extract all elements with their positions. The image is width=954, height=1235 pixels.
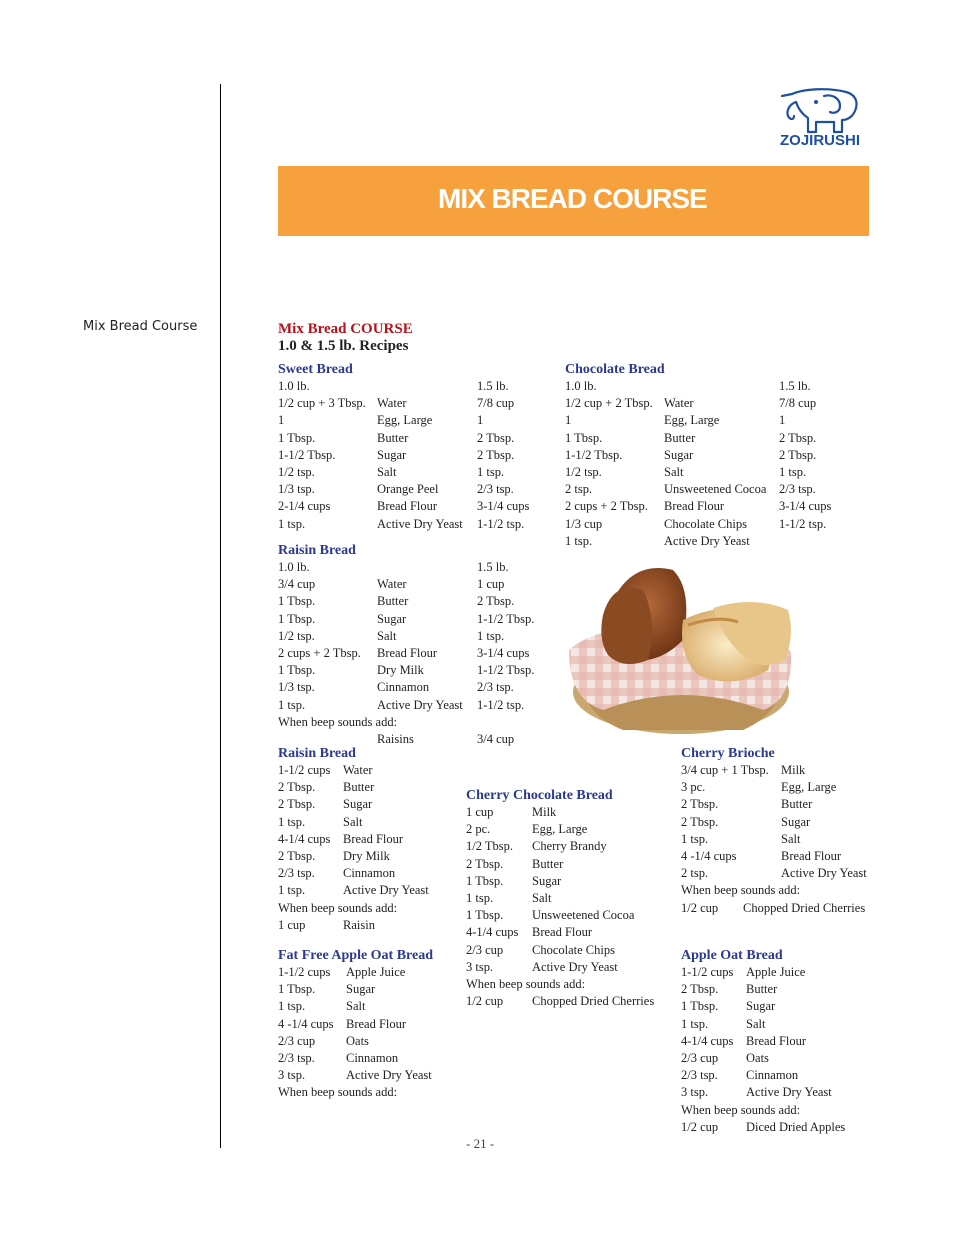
ingredient-amount: 1 Tbsp. (278, 663, 316, 678)
ingredient-name: Cinnamon (346, 1051, 399, 1066)
ingredient-name: Raisin (343, 917, 375, 932)
recipe-header-row (278, 378, 529, 395)
ingredient-name: Chocolate Chips (532, 942, 615, 957)
ingredient-row (278, 447, 529, 464)
ingredient-row (278, 395, 529, 412)
ingredient-name: Sugar (781, 814, 811, 829)
ingredient-name: Water (377, 577, 407, 592)
ingredient-row (278, 964, 433, 981)
ingredient-row (681, 848, 867, 865)
ingredient-name: Active Dry Yeast (343, 883, 429, 898)
beep-note: When beep sounds add: (278, 714, 398, 729)
ingredient-name: Salt (377, 465, 397, 480)
ingredient-amount: 1 tsp. (466, 891, 494, 906)
ingredient-name: Salt (377, 628, 397, 643)
ingredient-name: Butter (664, 430, 696, 445)
ingredient-amount: 1/2 cup (681, 1119, 719, 1134)
ingredient-row (278, 796, 429, 813)
ingredient-name: Water (377, 396, 407, 411)
ingredient-amount: 2 Tbsp. (278, 797, 316, 812)
recipe-title: Sweet Bread (278, 362, 353, 377)
ingredient-amount: 1 Tbsp. (278, 982, 316, 997)
ingredient-amount: 2 tsp. (565, 482, 593, 497)
ingredient-row (278, 1050, 433, 1067)
ingredient-name: Bread Flour (664, 499, 725, 514)
ingredient-row (681, 1084, 845, 1101)
recipe-title: Chocolate Bread (565, 362, 665, 377)
ingredient-amount: 1 cup (466, 805, 494, 819)
ingredient-name: Active Dry Yeast (346, 1068, 432, 1083)
ingredient-amount: 1 Tbsp. (565, 430, 603, 445)
ingredient-row (681, 1016, 845, 1033)
ingredient-row (466, 890, 654, 907)
ingredient-name: Egg, Large (664, 413, 720, 428)
ingredient-row (681, 865, 867, 882)
ingredient-name: Active Dry Yeast (781, 866, 867, 881)
ingredient-list (278, 395, 529, 533)
size-label: 1.0 lb. (565, 379, 597, 393)
beep-note: When beep sounds add: (278, 900, 398, 915)
ingredient-name: Sugar (377, 611, 407, 626)
ingredient-name: Milk (532, 805, 557, 819)
size-label: 1.5 lb. (477, 379, 509, 393)
ingredient-row (466, 942, 654, 959)
ingredient-amount: 1/2 tsp. (278, 628, 315, 643)
ingredient-name: Butter (343, 780, 375, 795)
ingredient-name: Bread Flour (746, 1033, 807, 1048)
ingredient-row (278, 1067, 433, 1084)
ingredient-row (681, 814, 867, 831)
ingredient-amount: 7/8 cup (477, 396, 515, 411)
ingredient-amount: 2 cups + 2 Tbsp. (278, 646, 361, 661)
ingredient-row (466, 924, 654, 941)
ingredient-row (278, 882, 429, 899)
ingredient-name: Active Dry Yeast (746, 1085, 832, 1100)
ingredient-list (278, 964, 433, 1084)
ingredient-amount: 2/3 tsp. (779, 482, 816, 497)
ingredient-amount: 1-1/2 Tbsp. (477, 663, 535, 678)
ingredient-amount: 2/3 cup (466, 942, 504, 957)
ingredient-amount: 1-1/2 Tbsp. (477, 611, 535, 626)
recipe-header-row (565, 378, 831, 395)
ingredient-name: Bread Flour (346, 1016, 407, 1031)
size-label: 1.5 lb. (477, 560, 509, 574)
ingredient-amount: 2 Tbsp. (278, 780, 316, 795)
section-side-label: Mix Bread Course (83, 319, 198, 334)
recipe-fat-free-apple-oat-bread (278, 947, 433, 1102)
ingredient-amount: 2/3 tsp. (477, 482, 514, 497)
ingredient-amount: 2 Tbsp. (477, 447, 515, 462)
ingredient-row (278, 662, 534, 679)
ingredient-name: Salt (664, 465, 684, 480)
ingredient-amount: 2 cups + 2 Tbsp. (565, 499, 648, 514)
ingredient-row (466, 993, 654, 1010)
bread-basket-image (563, 560, 795, 738)
ingredient-amount: 3-1/4 cups (477, 499, 530, 514)
ingredient-amount: 1/3 cup (565, 516, 603, 531)
ingredient-amount: 1/2 tsp. (278, 465, 315, 480)
vertical-divider (220, 84, 221, 1148)
ingredient-name: Bread Flour (532, 925, 593, 940)
ingredient-amount: 4-1/4 cups (278, 831, 331, 846)
ingredient-name: Egg, Large (781, 780, 837, 795)
ingredient-amount: 2 Tbsp. (477, 594, 515, 609)
ingredient-row (278, 814, 429, 831)
ingredient-name: Dry Milk (343, 849, 390, 864)
recipe-title: Raisin Bread (278, 543, 356, 558)
ingredient-name: Unsweetened Cocoa (664, 482, 767, 497)
recipe-title: Fat Free Apple Oat Bread (278, 948, 434, 963)
ingredient-name: Active Dry Yeast (377, 697, 463, 712)
ingredient-name: Butter (746, 982, 778, 997)
ingredient-row (278, 481, 529, 498)
ingredient-name: Sugar (532, 873, 562, 888)
ingredient-list (278, 762, 429, 900)
ingredient-amount: 1 tsp. (565, 533, 593, 548)
ingredient-row (278, 412, 529, 429)
ingredient-name: Egg, Large (377, 413, 433, 428)
ingredient-row (278, 430, 529, 447)
ingredient-name: Butter (377, 594, 409, 609)
ingredient-name: Dry Milk (377, 663, 424, 678)
ingredient-amount: 1 Tbsp. (278, 611, 316, 626)
ingredient-amount: 1 tsp. (278, 883, 306, 898)
ingredient-row (278, 831, 429, 848)
ingredient-list (681, 762, 867, 882)
ingredient-header (664, 378, 779, 395)
ingredient-amount: 4 -1/4 cups (278, 1016, 334, 1031)
ingredient-header (377, 378, 477, 395)
recipe-title: Cherry Chocolate Bread (466, 788, 613, 803)
ingredient-amount: 1 Tbsp. (466, 908, 504, 923)
ingredient-amount: 3 pc. (681, 780, 706, 795)
ingredient-amount: 1 tsp. (278, 999, 306, 1014)
ingredient-amount: 2-1/4 cups (278, 499, 331, 514)
ingredient-row (681, 900, 867, 917)
brand-wordmark: ZOJIRUSHI (780, 132, 861, 149)
ingredient-row (565, 498, 831, 515)
beep-note: When beep sounds add: (466, 977, 586, 992)
ingredient-amount: 3-1/4 cups (779, 499, 832, 514)
ingredient-amount: 3-1/4 cups (477, 646, 530, 661)
ingredient-name: Bread Flour (343, 831, 404, 846)
ingredient-amount: 1/2 cup (466, 994, 504, 1009)
ingredient-name: Salt (746, 1016, 766, 1031)
ingredient-name: Butter (532, 856, 564, 871)
ingredient-name: Cinnamon (377, 680, 430, 695)
ingredient-amount: 3 tsp. (681, 1085, 709, 1100)
ingredient-amount: 7/8 cup (779, 396, 817, 411)
ingredient-amount: 2/3 cup (681, 1051, 719, 1066)
ingredient-name: Salt (781, 831, 801, 846)
ingredient-row (565, 516, 831, 533)
ingredient-amount: 1/2 cup + 2 Tbsp. (565, 396, 653, 411)
ingredient-name: Chocolate Chips (664, 516, 747, 531)
ingredient-row (565, 395, 831, 412)
ingredient-name: Apple Juice (746, 965, 806, 979)
recipe-cherry-chocolate-bread (466, 787, 654, 1010)
ingredient-amount: 1 Tbsp. (466, 873, 504, 888)
ingredient-row (681, 998, 845, 1015)
ingredient-amount: 1 tsp. (477, 628, 505, 643)
ingredient-row (466, 873, 654, 890)
recipe-raisin-bread (278, 542, 534, 748)
ingredient-name: Sugar (346, 982, 376, 997)
ingredient-row (466, 907, 654, 924)
ingredient-row (681, 1067, 845, 1084)
beep-note: When beep sounds add: (681, 1102, 801, 1117)
ingredient-name: Salt (532, 891, 552, 906)
ingredient-amount: 2/3 tsp. (477, 680, 514, 695)
ingredient-amount: 1/3 tsp. (278, 482, 315, 497)
course-subtitle: 1.0 & 1.5 lb. Recipes (278, 338, 409, 354)
ingredient-amount: 1 Tbsp. (681, 999, 719, 1014)
ingredient-row (681, 831, 867, 848)
ingredient-row (565, 464, 831, 481)
ingredient-name: Active Dry Yeast (532, 959, 618, 974)
ingredient-amount: 1/2 cup (681, 900, 719, 915)
ingredient-row (278, 464, 529, 481)
ingredient-list (681, 964, 845, 1102)
ingredient-amount: 2 Tbsp. (681, 982, 719, 997)
ingredient-name: Sugar (664, 447, 694, 462)
recipe-sweet-bread (278, 361, 529, 533)
ingredient-name: Cinnamon (343, 866, 396, 881)
ingredient-header (377, 559, 477, 576)
ingredient-amount: 1/2 cup + 3 Tbsp. (278, 396, 366, 411)
ingredient-name: Active Dry Yeast (377, 516, 463, 531)
ingredient-row (466, 959, 654, 976)
ingredient-name: Cherry Brandy (532, 839, 607, 854)
ingredient-amount: 1 tsp. (681, 831, 709, 846)
recipe-raisin-bread-2 (278, 745, 429, 934)
ingredient-amount: 1 tsp. (477, 465, 505, 480)
ingredient-amount: 1 tsp. (681, 1016, 709, 1031)
ingredient-name: Bread Flour (781, 849, 842, 864)
ingredient-amount: 1/2 tsp. (565, 465, 602, 480)
ingredient-name: Sugar (377, 447, 407, 462)
ingredient-list (466, 804, 654, 976)
ingredient-list (565, 395, 831, 550)
ingredient-amount: 1 tsp. (278, 814, 306, 829)
ingredient-name: Cinnamon (746, 1068, 799, 1083)
ingredient-amount: 1 tsp. (779, 465, 807, 480)
ingredient-amount: 2 Tbsp. (681, 797, 719, 812)
ingredient-row (278, 762, 429, 779)
recipe-title: Raisin Bread (278, 746, 356, 761)
ingredient-name: Orange Peel (377, 482, 439, 497)
recipe-apple-oat-bread (681, 947, 845, 1136)
ingredient-name: Bread Flour (377, 499, 438, 514)
ingredient-row (466, 821, 654, 838)
ingredient-row (278, 628, 534, 645)
ingredient-row (278, 779, 429, 796)
ingredient-name: Active Dry Yeast (664, 533, 750, 548)
page-number: - 21 - (466, 1136, 495, 1151)
recipe-chocolate-bread (565, 361, 831, 550)
ingredient-amount: 4 -1/4 cups (681, 849, 737, 864)
ingredient-name: Egg, Large (532, 822, 588, 837)
ingredient-amount: 3 tsp. (466, 959, 494, 974)
ingredient-row (681, 779, 867, 796)
ingredient-amount: 1-1/2 cups (278, 965, 331, 979)
ingredient-amount: 4-1/4 cups (466, 925, 519, 940)
ingredient-amount: 1/3 tsp. (278, 680, 315, 695)
ingredient-row (278, 697, 534, 714)
ingredient-amount: 3/4 cup + 1 Tbsp. (681, 763, 769, 777)
ingredient-amount: 1 (477, 413, 484, 428)
ingredient-amount: 1 tsp. (278, 516, 306, 531)
ingredient-name: Raisins (377, 732, 414, 747)
ingredient-row (466, 838, 654, 855)
ingredient-amount: 3 tsp. (278, 1068, 306, 1083)
ingredient-row (681, 964, 845, 981)
ingredient-row (466, 856, 654, 873)
ingredient-amount: 1 (278, 413, 285, 428)
ingredient-row (278, 998, 433, 1015)
ingredient-row (681, 981, 845, 998)
ingredient-row (278, 981, 433, 998)
ingredient-amount: 2 pc. (466, 822, 491, 837)
ingredient-amount: 2 Tbsp. (477, 430, 515, 445)
ingredient-row (278, 848, 429, 865)
ingredient-amount: 1-1/2 tsp. (477, 516, 525, 531)
ingredient-row (278, 645, 534, 662)
recipe-cherry-brioche (681, 745, 867, 917)
ingredient-amount: 1-1/2 tsp. (477, 697, 525, 712)
ingredient-row (565, 447, 831, 464)
ingredient-name: Chopped Dried Cherries (743, 900, 866, 915)
ingredient-row (278, 593, 534, 610)
size-label: 1.5 lb. (779, 379, 811, 393)
ingredient-name: Oats (746, 1051, 769, 1066)
recipe-title: Apple Oat Bread (681, 948, 783, 963)
ingredient-amount: 1-1/2 Tbsp. (278, 447, 336, 462)
ingredient-row (681, 762, 867, 779)
ingredient-amount: 2 tsp. (681, 866, 709, 881)
ingredient-amount: 2 Tbsp. (278, 849, 316, 864)
ingredient-name: Water (343, 763, 373, 777)
ingredient-amount: 1 tsp. (278, 697, 306, 712)
ingredient-row (681, 1033, 845, 1050)
course-title: Mix Bread COURSE (278, 321, 413, 337)
recipe-title: Cherry Brioche (681, 746, 775, 761)
ingredient-amount: 3/4 cup (278, 577, 316, 592)
ingredient-amount: 3/4 cup (477, 732, 515, 747)
ingredient-row (278, 1016, 433, 1033)
ingredient-list (278, 576, 534, 714)
ingredient-row (278, 498, 529, 515)
beep-note: When beep sounds add: (681, 883, 801, 898)
recipe-header-row (278, 559, 534, 576)
ingredient-name: Chopped Dried Cherries (532, 994, 655, 1009)
ingredient-row (681, 1050, 845, 1067)
ingredient-name: Sugar (746, 999, 776, 1014)
ingredient-name: Bread Flour (377, 646, 438, 661)
ingredient-amount: 1 Tbsp. (278, 430, 316, 445)
ingredient-name: Butter (781, 797, 813, 812)
size-label: 1.0 lb. (278, 379, 310, 393)
header-banner (278, 166, 869, 236)
ingredient-row (278, 576, 534, 593)
ingredient-name: Oats (346, 1033, 369, 1048)
ingredient-row (681, 796, 867, 813)
ingredient-name: Salt (346, 999, 366, 1014)
ingredient-amount: 2/3 tsp. (278, 866, 315, 881)
ingredient-amount: 1-1/2 cups (278, 763, 331, 777)
ingredient-row (565, 430, 831, 447)
ingredient-amount: 1 (565, 413, 572, 428)
ingredient-amount: 2 Tbsp. (779, 430, 817, 445)
ingredient-row (565, 533, 831, 550)
page-title: MIX BREAD COURSE (438, 183, 707, 214)
ingredient-row (466, 804, 654, 821)
ingredient-amount: 1-1/2 cups (681, 965, 734, 979)
ingredient-row (681, 1119, 845, 1136)
ingredient-row (278, 917, 429, 934)
size-label: 1.0 lb. (278, 560, 310, 574)
beep-note: When beep sounds add: (278, 1085, 398, 1100)
ingredient-amount: 2/3 cup (278, 1033, 316, 1048)
ingredient-name: Unsweetened Cocoa (532, 908, 635, 923)
ingredient-name: Butter (377, 430, 409, 445)
ingredient-amount: 1/2 Tbsp. (466, 839, 513, 854)
ingredient-amount: 1 cup (477, 577, 505, 592)
ingredient-amount: 2 Tbsp. (466, 856, 504, 871)
ingredient-amount: 4-1/4 cups (681, 1033, 734, 1048)
ingredient-amount: 1-1/2 Tbsp. (565, 447, 623, 462)
ingredient-row (278, 516, 529, 533)
ingredient-row (565, 412, 831, 429)
ingredient-name: Sugar (343, 797, 373, 812)
ingredient-name: Water (664, 396, 694, 411)
ingredient-amount: 2/3 tsp. (278, 1051, 315, 1066)
ingredient-row (278, 1033, 433, 1050)
ingredient-name: Diced Dried Apples (746, 1119, 846, 1134)
ingredient-name: Milk (781, 763, 806, 777)
ingredient-amount: 1-1/2 tsp. (779, 516, 827, 531)
ingredient-amount: 2 Tbsp. (779, 447, 817, 462)
ingredient-amount: 2 Tbsp. (681, 814, 719, 829)
ingredient-amount: 1 cup (278, 917, 306, 932)
ingredient-amount: 1 Tbsp. (278, 594, 316, 609)
ingredient-amount: 1 (779, 413, 786, 428)
ingredient-row (565, 481, 831, 498)
ingredient-row (278, 865, 429, 882)
ingredient-name: Apple Juice (346, 965, 406, 979)
ingredient-name: Salt (343, 814, 363, 829)
ingredient-amount: 2/3 tsp. (681, 1068, 718, 1083)
ingredient-row (278, 611, 534, 628)
ingredient-row (278, 679, 534, 696)
